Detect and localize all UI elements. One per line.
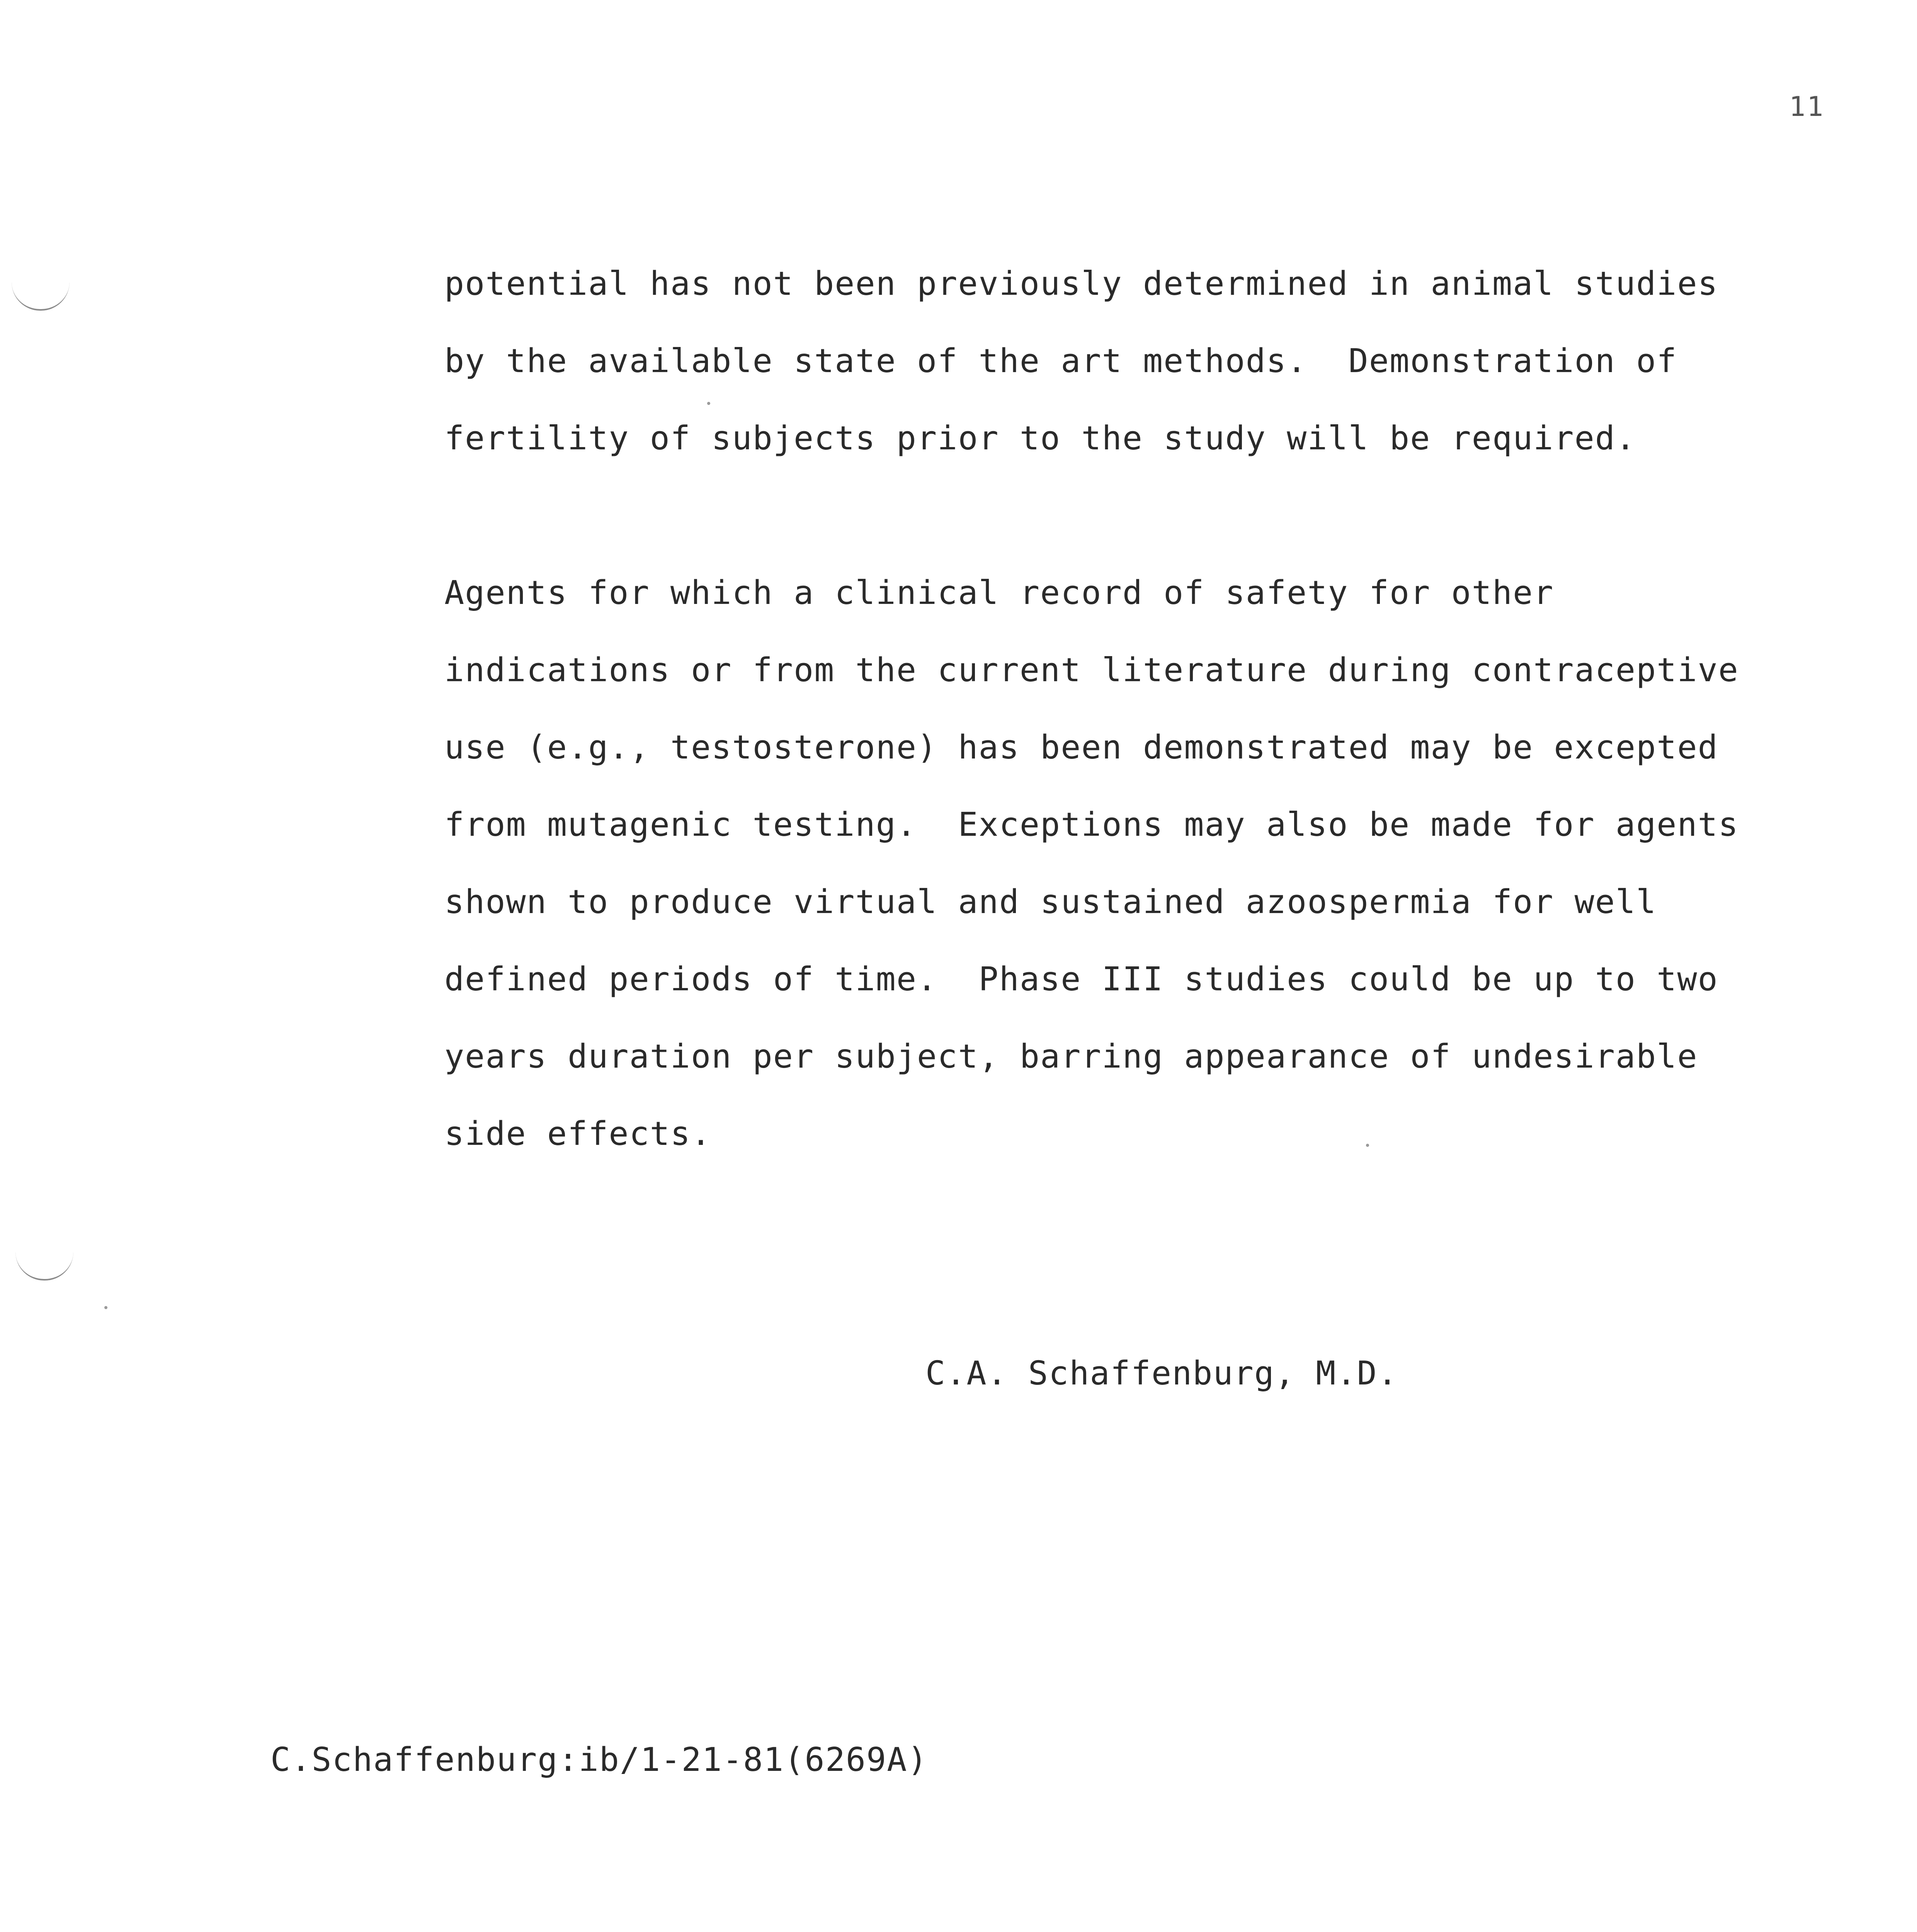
paragraph-2-line: from mutagenic testing. Exceptions may also be made for agents bbox=[444, 806, 1739, 844]
paragraph-1-line: by the available state of the art methods. Demonstration of bbox=[444, 342, 1677, 380]
paragraph-2-line: shown to produce virtual and sustained azoospermia for well bbox=[444, 883, 1657, 921]
paragraph-2-line: use (e.g., testosterone) has been demonstrated may be excepted bbox=[444, 728, 1718, 767]
paragraph-2-line: side effects. bbox=[444, 1115, 712, 1153]
signature-name: C.A. Schaffenburg, M.D. bbox=[925, 1354, 1398, 1393]
reference-code: C.Schaffenburg:ib/1-21-81(6269A) bbox=[270, 1741, 928, 1779]
punch-hole-middle bbox=[15, 1252, 73, 1281]
page-number: 11 bbox=[1789, 91, 1825, 122]
scan-speck bbox=[707, 402, 710, 405]
paragraph-1-line: fertility of subjects prior to the study will be required. bbox=[444, 419, 1636, 457]
paragraph-2-line: defined periods of time. Phase III studies could be up to two bbox=[444, 960, 1718, 998]
scan-speck bbox=[104, 1306, 107, 1309]
paragraph-2-line: indications or from the current literature during contraceptive bbox=[444, 651, 1739, 689]
paragraph-1-line: potential has not been previously determined in animal studies bbox=[444, 265, 1718, 303]
scan-speck bbox=[1366, 1144, 1369, 1147]
punch-hole-top bbox=[12, 282, 70, 311]
paragraph-2-line: Agents for which a clinical record of safety for other bbox=[444, 574, 1554, 612]
paragraph-2-line: years duration per subject, barring appearance of undesirable bbox=[444, 1037, 1698, 1076]
